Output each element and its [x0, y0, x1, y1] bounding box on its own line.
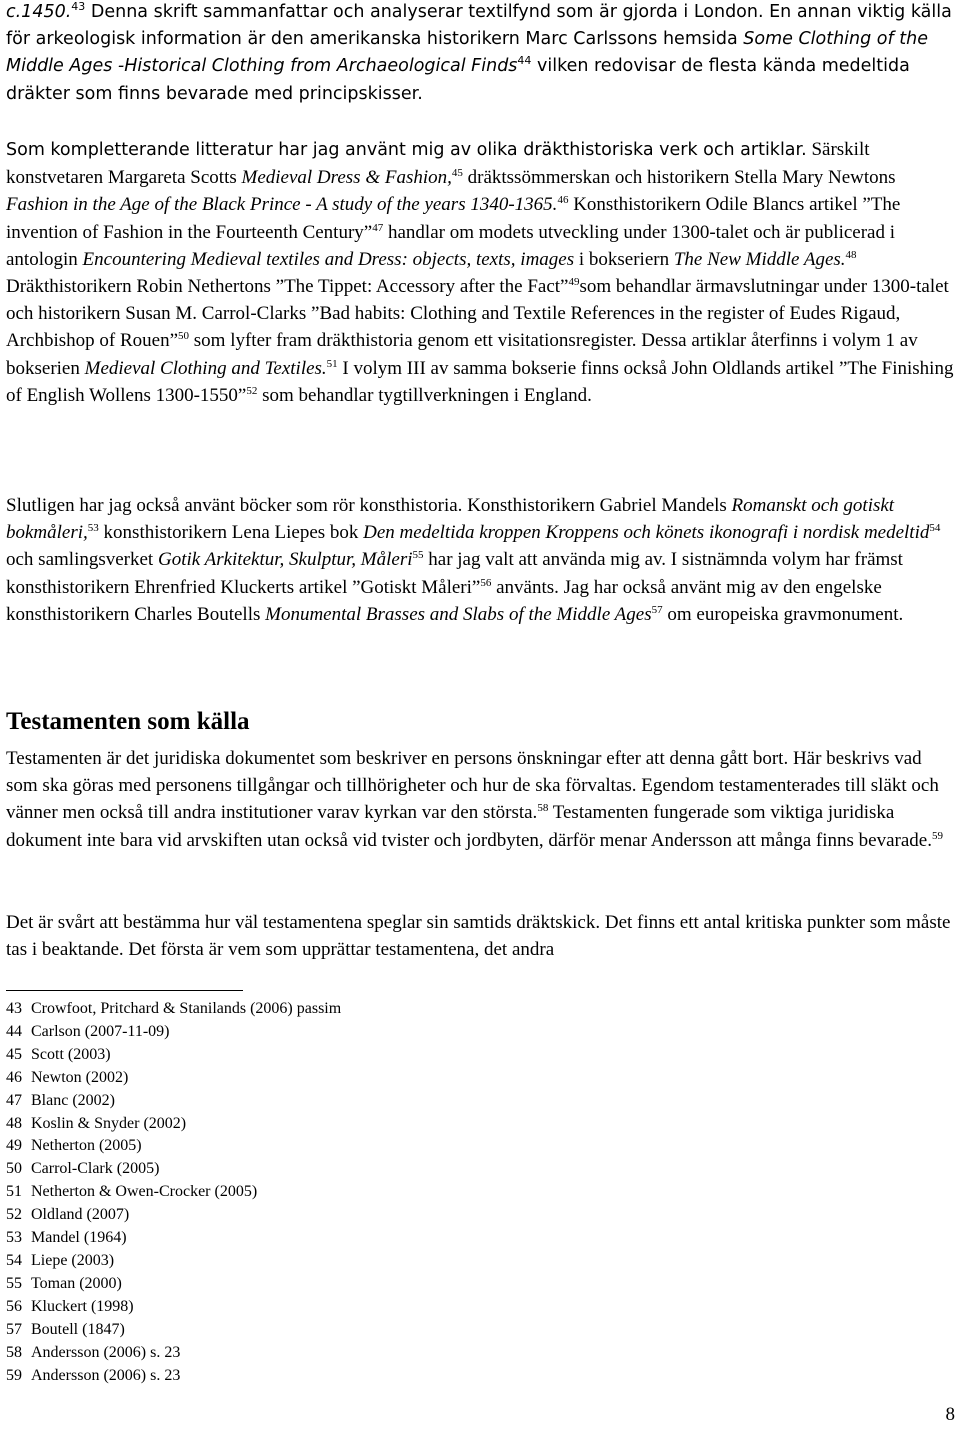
footnote-49: [6, 1135, 706, 1158]
footnote-text: Scott (2003): [31, 1045, 111, 1063]
footnote-ref-59: 59: [931, 829, 943, 842]
paragraph-wills-critique: Det är svårt att bestämma hur väl testamentena speglar sin samtids dräktskick. Det finns ett antal kritiska punkter som måste tas i beaktande. Det första är vem som upprättar testamentena, det andra: [6, 912, 951, 961]
footnote-ref-48: 48: [845, 248, 857, 261]
footnote-number: 58: [6, 1343, 22, 1361]
paragraph-complementary-literature: Som kompletterande litteratur har jag använt mig av olika dräkthistoriska verk och artiklar. Särskilt konstvetaren Margareta Scotts Medieval Dress & Fashion,$^{45}$ dräktssömmerskan och historikern Stella Mary Newtons Fashion in the Age of the Black Prince - A study of the years 1340-1365.46 Konsthistorikern Odile Blancs artikel ”The invention of Fashion in the Fourteenth Century”$^{47}$ handlar om modets utveckling under 1300-talet och är publicerad i antologin Encountering Medieval textiles and Dress: objects, texts, images i bokseriern The New Middle Ages.$^{48}$ Dräkthistorikern Robin Nethertons ”The Tippet: Accessory after the Fact”$^{49}$som behandlar ärmavslutningar under 1300-talet och historikern Susan M. Carrol-Clarks ”Bad habits: Clothing and Textile References in the register of Eudes Rigaud, Archbishop of Rouen”$^{50}$ som lyfter fram dräkthistoria genom ett visitationsregister. Dessa artiklar återfinns i volym 1 av bokserien Medieval Clothing and Textiles.$^{51}$ I volym III av samma bokserie finns också John Oldlands artikel ”The Finishing of English Wollens 1300-1550”$^{52}$ som behandlar tygtillverkningen i England.: [6, 139, 954, 406]
footnote-58: [6, 1342, 706, 1365]
footnote-number: 45: [6, 1045, 22, 1063]
footnote-53: [6, 1227, 706, 1250]
footnote-text: Liepe (2003): [31, 1251, 115, 1269]
footnote-text: Carrol-Clark (2005): [31, 1160, 160, 1178]
paragraph-sources-archaeology: c.1450.43 Denna skrift sammanfattar och analyserar textilfynd som är gjorda i London. En annan viktig källa för arkeologisk information är den amerikanska historikern Marc Carlssons hemsida Some Clothing of the Middle Ages -Historical Clothing from Archaeological Finds$^{44}$ vilken redovisar de flesta kända medeltida dräkter som finns bevarade med principskisser.: [6, 0, 952, 104]
footnote-text: Andersson (2006) s. 23: [31, 1343, 181, 1361]
footnote-number: 46: [6, 1068, 22, 1086]
footnote-46: [6, 1067, 706, 1090]
footnote-number: 51: [6, 1183, 22, 1201]
footnote-52: [6, 1204, 706, 1227]
footnote-text: Crowfoot, Pritchard & Stanilands (2006) passim: [31, 1000, 342, 1017]
footnote-ref-56: 56: [480, 576, 492, 589]
page-number: 8: [945, 1404, 955, 1425]
footnote-59: [6, 1365, 706, 1388]
footnote-number: 53: [6, 1229, 22, 1247]
footnote-text: Kluckert (1998): [31, 1297, 134, 1315]
footnote-ref-43: 43: [71, 0, 86, 13]
footnote-47: [6, 1090, 706, 1113]
footnote-ref-55: 55: [412, 549, 424, 562]
footnote-ref-57: 57: [651, 603, 663, 616]
footnote-ref-44: 44: [517, 54, 532, 68]
footnote-number: 43: [6, 1000, 22, 1017]
footnote-44: [6, 1021, 706, 1044]
footnote-text: Netherton & Owen-Crocker (2005): [31, 1183, 258, 1201]
footnote-number: 48: [6, 1114, 22, 1132]
footnote-number: 55: [6, 1274, 22, 1292]
footnote-text: Carlson (2007-11-09): [31, 1022, 170, 1040]
footnote-text: Koslin & Snyder (2002): [31, 1114, 187, 1132]
footnote-list: [6, 998, 706, 1387]
footnote-ref-54: 54: [929, 522, 941, 535]
footnote-ref-47: 47: [372, 221, 384, 234]
footnote-text: Netherton (2005): [31, 1137, 142, 1155]
footnote-ref-46: 46: [557, 194, 569, 207]
footnote-51: [6, 1181, 706, 1204]
footnote-56: [6, 1296, 706, 1319]
footnote-ref-51: 51: [326, 357, 338, 370]
footnote-ref-50: 50: [178, 330, 190, 343]
paragraph-art-history-books: Slutligen har jag också använt böcker som rör konsthistoria. Konsthistorikern Gabriel Mandels Romanskt och gotiskt bokmåleri,$^{53}$ konsthistorikern Lena Liepes bok Den medeltida kroppen Kroppens och könets ikonografi i nordisk medeltid$^{54}$ och samlingsverket Gotik Arkitektur, Skulptur, Måleri$^{55}$ har jag valt att använda mig av. I sistnämnda volym har främst konsthistorikern Ehrenfried Kluckerts artikel ”Gotiskt Måleri”$^{56}$ använts. Jag har också använt mig av den engelske konsthistorikern Charles Boutells Monumental Brasses and Slabs of the Middle Ages$^{57}$ om europeiska gravmonument.: [6, 495, 941, 625]
footnote-ref-53: 53: [87, 522, 99, 535]
footnote-number: 59: [6, 1366, 22, 1384]
footnote-text: Toman (2000): [31, 1274, 122, 1292]
footnote-number: 50: [6, 1160, 22, 1178]
section-heading: Testamenten som källa: [6, 708, 250, 735]
footnote-57: [6, 1319, 706, 1342]
paragraph-wills-definition: Testamenten är det juridiska dokumentet som beskriver en persons önskningar efter att denna gått bort. Här beskrivs vad som ska göras med personens tillgångar och tillhörigheter och hur de ska förvaltas. Egendom testamenterades till släkt och vänner men också till andra institutioner varav kyrkan var den största.$^{58}$ Testamenten fungerade som viktiga juridiska dokument inte bara vid arvskiften utan också vid tvister och jordbyten, därför menar Andersson att många finns bevarade.$^{59}$: [6, 748, 943, 851]
footnote-number: 47: [6, 1091, 22, 1109]
footnote-text: Newton (2002): [31, 1068, 129, 1086]
footnote-number: 44: [6, 1022, 22, 1040]
footnote-text: Oldland (2007): [31, 1206, 130, 1224]
footnote-ref-52: 52: [246, 384, 258, 397]
footnote-54: [6, 1250, 706, 1273]
footnote-45: [6, 1044, 706, 1067]
footnote-ref-58: 58: [537, 802, 549, 815]
footnote-text: Mandel (1964): [31, 1229, 127, 1247]
footnote-50: [6, 1158, 706, 1181]
footnote-number: 56: [6, 1297, 22, 1315]
footnote-text: Andersson (2006) s. 23: [31, 1366, 181, 1384]
footnote-text: Boutell (1847): [31, 1320, 125, 1338]
footnote-number: 49: [6, 1137, 22, 1155]
footnote-ref-45: 45: [451, 167, 463, 180]
footnote-number: 52: [6, 1206, 22, 1224]
footnote-number: 57: [6, 1320, 22, 1338]
footnote-number: 54: [6, 1251, 22, 1269]
footnote-separator: [6, 990, 243, 991]
footnote-43: [6, 998, 706, 1021]
footnote-text: Blanc (2002): [31, 1091, 115, 1109]
footnote-ref-49: 49: [568, 276, 580, 289]
footnote-48: [6, 1113, 706, 1136]
footnote-55: [6, 1273, 706, 1296]
